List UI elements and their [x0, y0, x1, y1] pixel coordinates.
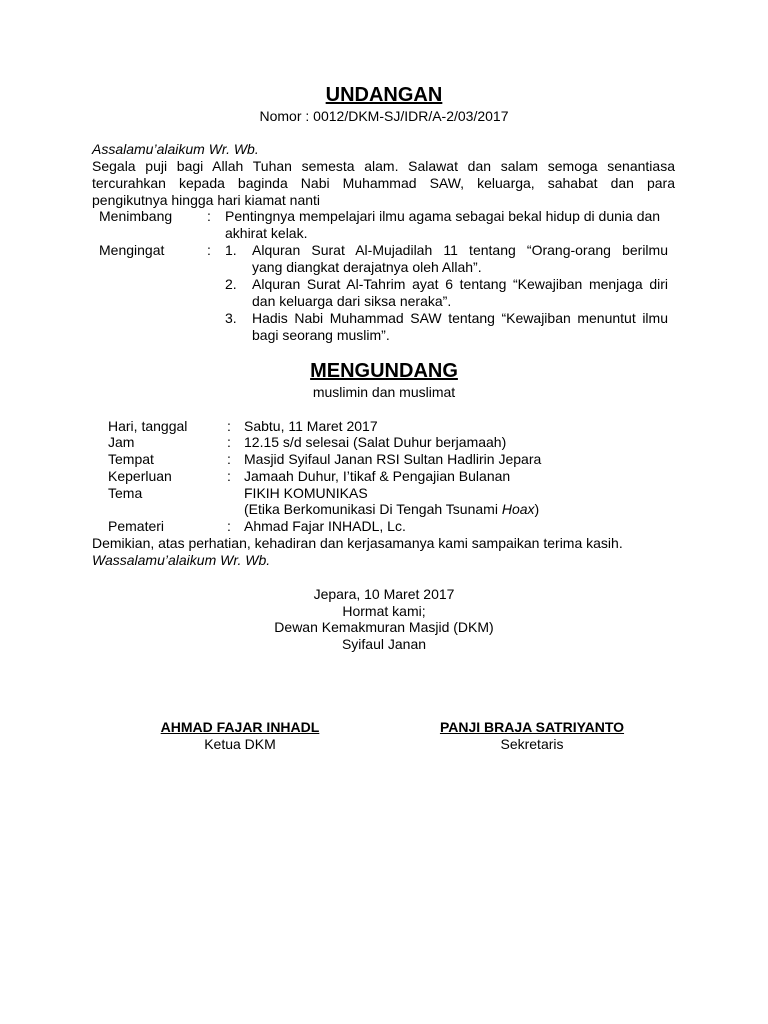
- signatory-role-secretary: Sekretaris: [500, 736, 564, 752]
- event-colon: :: [227, 468, 231, 484]
- mengingat-item-number: 2.: [225, 276, 237, 292]
- event-colon: :: [227, 451, 231, 467]
- event-time-label: Jam: [108, 434, 135, 450]
- mengingat-item-text: bagi seorang muslim”.: [252, 327, 390, 343]
- mengingat-item-text: yang diangkat derajatnya oleh Allah”.: [252, 259, 482, 275]
- event-colon: :: [227, 434, 231, 450]
- event-purpose-value: Jamaah Duhur, I’tikaf & Pengajian Bulanan: [244, 468, 511, 484]
- mengingat-label: Mengingat: [99, 242, 165, 258]
- event-colon: :: [227, 518, 231, 534]
- letter-title: UNDANGAN: [325, 84, 443, 106]
- event-day-value: Sabtu, 11 Maret 2017: [244, 418, 378, 434]
- menimbang-label: Menimbang: [99, 208, 173, 224]
- event-speaker-value: Ahmad Fajar INHADL, Lc.: [244, 518, 406, 534]
- theme-subtitle-prefix: (Etika Berkomunikasi Di Tengah Tsunami: [244, 501, 502, 517]
- menimbang-text-2: akhirat kelak.: [225, 225, 308, 241]
- event-theme-value: FIKIH KOMUNIKAS: [244, 485, 368, 501]
- event-theme-label: Tema: [108, 485, 143, 501]
- event-day-label: Hari, tanggal: [108, 418, 188, 434]
- closing-greeting: Wassalamu’alaikum Wr. Wb.: [92, 552, 271, 568]
- event-theme-subtitle: [244, 501, 539, 518]
- mengingat-colon: :: [207, 242, 211, 258]
- organization: Dewan Kemakmuran Masjid (DKM): [274, 619, 494, 635]
- closing-line: Demikian, atas perhatian, kehadiran dan kerjasamanya kami sampaikan terima kasih.: [92, 535, 623, 551]
- regards: Hormat kami;: [342, 603, 426, 619]
- opening-line-2: tercurahkan kepada baginda Nabi Muhammad SAW, keluarga, sahabat dan para: [92, 175, 675, 191]
- signatory-role-chair: Ketua DKM: [204, 736, 276, 752]
- event-speaker-label: Pemateri: [108, 518, 165, 534]
- mengingat-item-number: 3.: [225, 310, 237, 326]
- theme-subtitle-italic: Hoax: [501, 501, 535, 517]
- place-date: Jepara, 10 Maret 2017: [313, 586, 455, 602]
- invite-heading: MENGUNDANG: [310, 360, 458, 382]
- invite-subheading: muslimin dan muslimat: [312, 384, 456, 400]
- opening-line-1: Segala puji bagi Allah Tuhan semesta alam. Salawat dan salam semoga senantiasa: [92, 158, 675, 174]
- mengingat-item-text: dan keluarga dari siksa neraka”.: [252, 293, 452, 309]
- organization-name: Syifaul Janan: [341, 636, 427, 652]
- menimbang-colon: :: [207, 208, 211, 224]
- opening-line-3: pengikutnya hingga hari kiamat nanti: [92, 192, 321, 208]
- event-place-value: Masjid Syifaul Janan RSI Sultan Hadlirin Jepara: [244, 451, 542, 467]
- mengingat-item-text: Alquran Surat Al-Tahrim ayat 6 tentang “Kewajiban menjaga diri: [252, 276, 668, 292]
- event-purpose-label: Keperluan: [108, 468, 172, 484]
- mengingat-item-text: Hadis Nabi Muhammad SAW tentang “Kewajiban menuntut ilmu: [252, 310, 668, 326]
- event-colon: :: [227, 418, 231, 434]
- letter-number: Nomor : 0012/DKM-SJ/IDR/A-2/03/2017: [259, 108, 509, 124]
- mengingat-item-text: Alquran Surat Al-Mujadilah 11 tentang “Orang-orang berilmu: [252, 242, 668, 258]
- menimbang-text-1: Pentingnya mempelajari ilmu agama sebagai bekal hidup di dunia dan: [225, 208, 661, 224]
- mengingat-item-number: 1.: [225, 242, 237, 258]
- opening-greeting: Assalamu’alaikum Wr. Wb.: [92, 141, 259, 157]
- theme-subtitle-suffix: ): [534, 501, 540, 517]
- signatory-name-chair: AHMAD FAJAR INHADL: [160, 719, 320, 735]
- event-time-value: 12.15 s/d selesai (Salat Duhur berjamaah): [244, 434, 507, 450]
- event-place-label: Tempat: [108, 451, 154, 467]
- signatory-name-secretary: PANJI BRAJA SATRIYANTO: [439, 719, 625, 735]
